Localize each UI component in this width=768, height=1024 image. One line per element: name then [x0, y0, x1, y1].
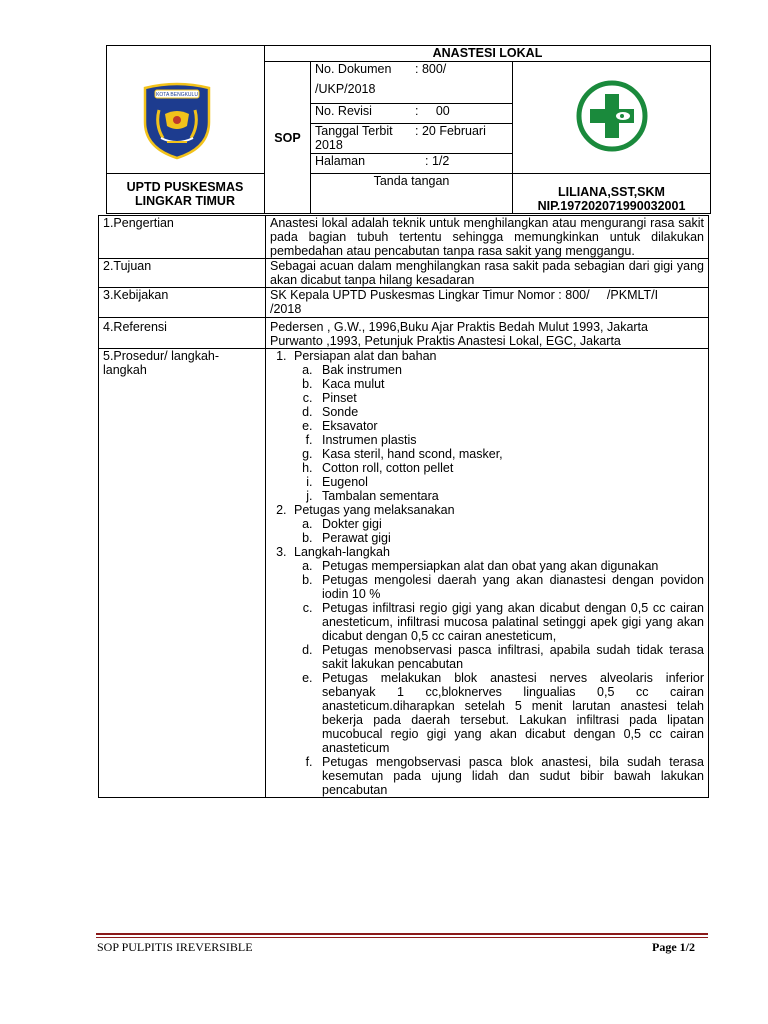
procedure-substep-list — [294, 559, 704, 797]
kebijakan-text — [266, 288, 709, 318]
document-title: ANASTESI LOKAL — [265, 46, 711, 62]
procedure-substep: i. Eugenol — [316, 475, 704, 489]
doc-number-value: : 800/ — [415, 62, 447, 76]
procedure-substep: g. Kasa steril, hand scond, masker, — [316, 447, 704, 461]
issue-date-cont: 2018 — [315, 138, 343, 152]
kebijakan-label: 3.Kebijakan — [99, 288, 266, 318]
prosedur-label: 5.Prosedur/ langkah-langkah — [99, 349, 266, 798]
procedure-substep: e. Eksavator — [316, 419, 704, 433]
procedure-step — [290, 349, 704, 503]
tujuan-text: Sebagai acuan dalam menghilangkan rasa sakit pada sebagian dari gigi yang akan dicabut tanpa hilang kesadaran — [266, 259, 709, 288]
signer-nip: NIP.197202071990032001 — [537, 199, 686, 213]
procedure-substep-list — [294, 363, 704, 503]
referensi-text — [266, 318, 709, 349]
signer-block — [513, 174, 711, 214]
emblem-banner-text: KOTA BENGKULU — [156, 91, 198, 98]
procedure-substep: c. Petugas infiltrasi regio gigi yang akan dicabut dengan 0,5 cc cairan anesteticum, infiltrasi mucosa palatinal setinggi apek gigi yang akan dicabut dengan 0,5 cc cairan anesteticum, — [316, 601, 704, 643]
referensi-line-2: Purwanto ,1993, Petunjuk Praktis Anastesi Lokal, EGC, Jakarta — [270, 334, 621, 348]
procedure-substep: c. Pinset — [316, 391, 704, 405]
footer-divider-thin — [96, 937, 708, 938]
sop-body-table — [98, 215, 709, 798]
procedure-step-list — [270, 349, 704, 797]
issue-date-label: Tanggal Terbit — [315, 124, 393, 138]
procedure-substep: f. Instrumen plastis — [316, 433, 704, 447]
kebijakan-line-2: /2018 — [270, 302, 302, 316]
issue-date-value: : 20 Februari — [415, 124, 486, 138]
issue-date-cell — [311, 124, 513, 154]
page-value: : 1/2 — [425, 154, 450, 168]
procedure-step — [290, 545, 704, 797]
procedure-substep: b. Petugas mengolesi daerah yang akan dianastesi dengan povidon iodin 10 % — [316, 573, 704, 601]
page-cell — [311, 154, 513, 174]
referensi-line-1: Pedersen , G.W., 1996,Buku Ajar Praktis Bedah Mulut 1993, Jakarta — [270, 320, 648, 334]
revision-label: No. Revisi — [315, 104, 372, 118]
regional-emblem-icon — [137, 80, 217, 160]
procedure-substep: b. Perawat gigi — [316, 531, 704, 545]
pengertian-text: Anastesi lokal adalah teknik untuk menghilangkan atau mengurangi rasa sakit pada bagian tubuh tertentu sehingga memungkinkan untuk dilakukan pembedahan atau pencabutan tanpa rasa sakit yang menggangu. — [266, 216, 709, 259]
footer-page-number: Page 1/2 — [652, 940, 695, 954]
green-cross-logo-icon — [574, 78, 650, 154]
prosedur-content — [266, 349, 709, 798]
procedure-step-title: Petugas yang melaksanakan — [294, 503, 455, 517]
procedure-substep: e. Petugas melakukan blok anastesi nerves alveolaris inferior sebanyak 1 cc,bloknerves lingualias 0,5 cc cairan anasteticum.diharapkan setelah 5 menit larutan anastesi telah bekerja pada daerah tersebut. Lakukan infiltrasi pada lipatan mucobucal regio gigi yang akan dicabut dengan 0,5 cc cairan anasteticum — [316, 671, 704, 755]
referensi-label: 4.Referensi — [99, 318, 266, 349]
footer-document-name: SOP PULPITIS IREVERSIBLE — [97, 940, 253, 954]
footer-divider — [96, 933, 708, 935]
procedure-substep: h. Cotton roll, cotton pellet — [316, 461, 704, 475]
sop-label: SOP — [265, 62, 311, 214]
signature-label: Tanda tangan — [311, 174, 513, 214]
page-label: Halaman — [315, 154, 366, 168]
tujuan-label: 2.Tujuan — [99, 259, 266, 288]
signer-name: LILIANA,SST,SKM — [558, 185, 665, 199]
revision-value: : 00 — [415, 104, 450, 118]
doc-number-label: No. Dokumen — [315, 62, 392, 76]
revision-cell — [311, 104, 513, 124]
doc-number-cell — [311, 62, 513, 104]
procedure-substep-list — [294, 517, 704, 545]
kebijakan-line-1: SK Kepala UPTD Puskesmas Lingkar Timur Nomor : 800/ /PKMLT/I — [270, 288, 659, 302]
procedure-substep: a. Petugas mempersiapkan alat dan obat yang akan digunakan — [316, 559, 704, 573]
procedure-step-title: Persiapan alat dan bahan — [294, 349, 437, 363]
org-name: UPTD PUSKESMAS LINGKAR TIMUR — [126, 180, 244, 208]
pengertian-label: 1.Pengertian — [99, 216, 266, 259]
procedure-substep: b. Kaca mulut — [316, 377, 704, 391]
procedure-substep: a. Dokter gigi — [316, 517, 704, 531]
health-logo-cell — [513, 62, 711, 174]
procedure-substep: f. Petugas mengobservasi pasca blok anastesi, bila sudah terasa kesemutan pada ujung lidah dan sudut bibir bawah lakukan pencabutan — [316, 755, 704, 797]
procedure-step — [290, 503, 704, 545]
procedure-substep: d. Petugas menobservasi pasca infiltrasi, apabila sudah tidak terasa sakit lakukan pencabutan — [316, 643, 704, 671]
procedure-step-title: Langkah-langkah — [294, 545, 390, 559]
procedure-substep: a. Bak instrumen — [316, 363, 704, 377]
logo-divider — [106, 173, 265, 174]
procedure-substep: d. Sonde — [316, 405, 704, 419]
doc-number-cont: /UKP/2018 — [315, 82, 376, 96]
procedure-substep: j. Tambalan sementara — [316, 489, 704, 503]
